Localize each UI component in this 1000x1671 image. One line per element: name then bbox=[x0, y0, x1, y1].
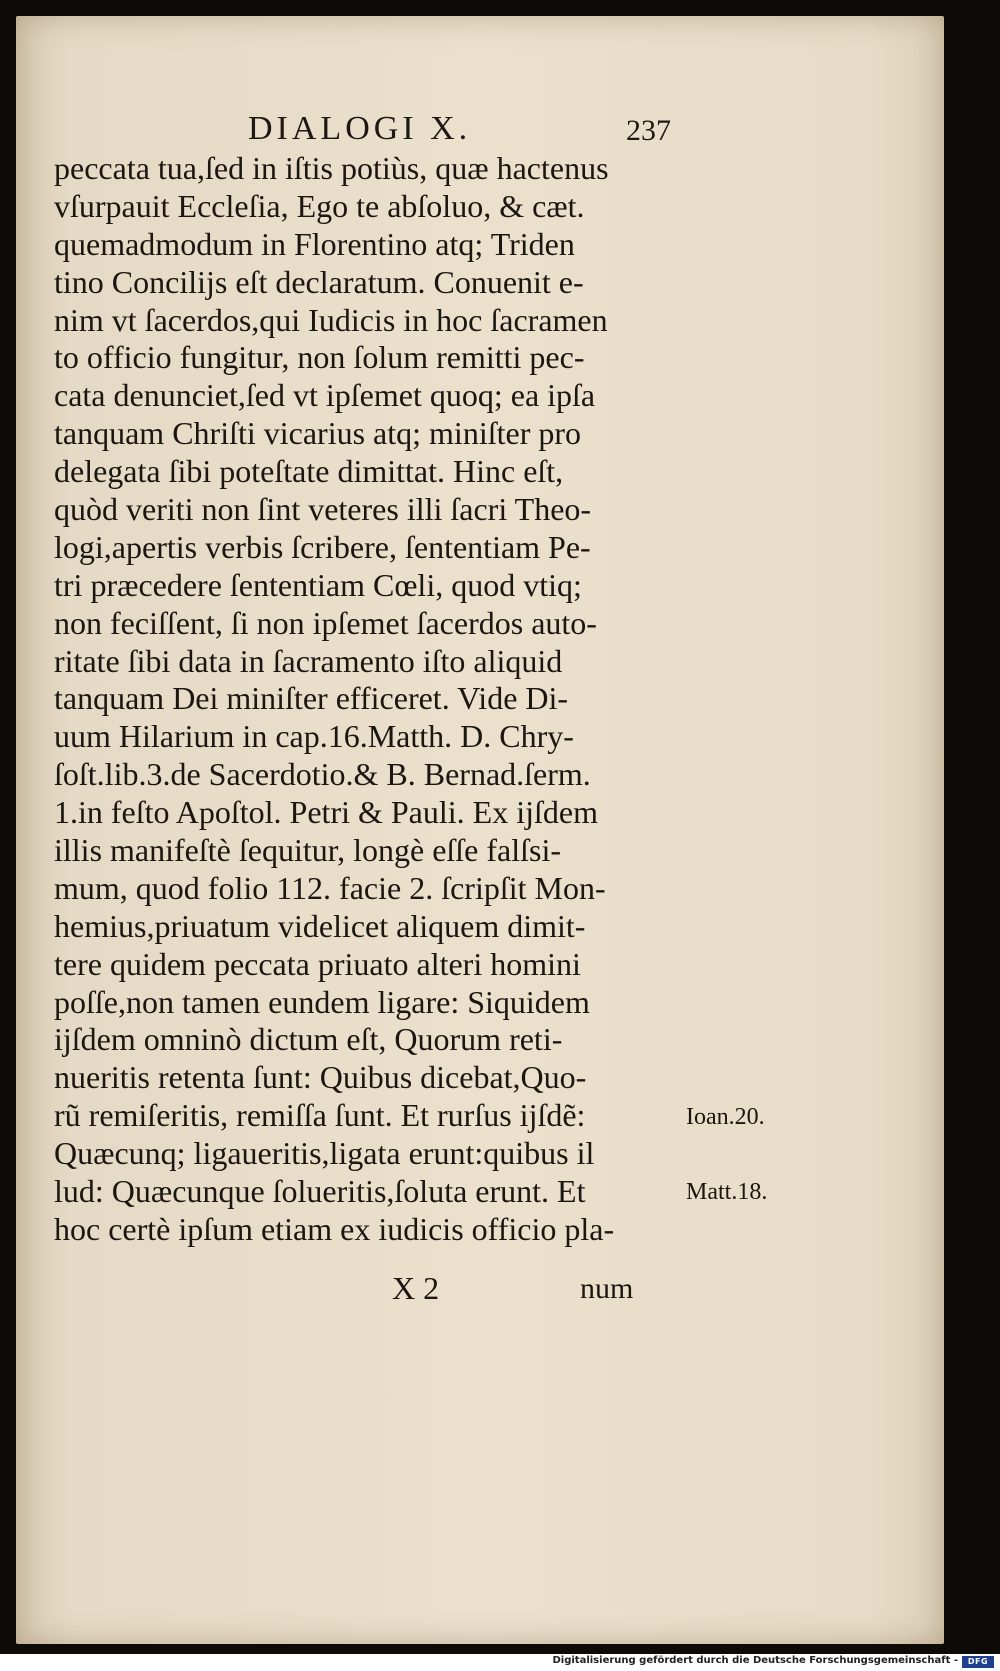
text-line: Quæcunq; ligaueritis,ligata erunt:quibus il bbox=[54, 1135, 595, 1172]
footer-bar bbox=[0, 1654, 1000, 1671]
page-content bbox=[16, 16, 944, 1644]
text-line: quemadmodum in Florentino atq; Triden bbox=[54, 225, 575, 262]
text-line: tri præcedere ſententiam Cœli, quod vtiq; bbox=[54, 566, 582, 603]
text-line: hoc certè ipſum etiam ex iudicis officio pla- bbox=[54, 1210, 615, 1247]
text-line: ſoſt.lib.3.de Sacerdotio.& B. Bernad.ſerm. bbox=[54, 756, 591, 793]
text-line: mum, quod folio 112. facie 2. ſcripſit Mon- bbox=[54, 869, 606, 906]
signature-mark: X 2 bbox=[392, 1270, 440, 1306]
text-line: lud: Quæcunque ſolueritis,ſoluta erunt. Et bbox=[54, 1173, 586, 1210]
running-head-title: DIALOGI X. bbox=[248, 110, 472, 147]
text-line: vſurpauit Eccleſia, Ego te abſoluo, & cæt. bbox=[54, 187, 585, 224]
text-line: peccata tua,ſed in iſtis potiùs, quæ hactenus bbox=[54, 150, 609, 186]
text-line: quòd veriti non ſint veteres illi ſacri Theo- bbox=[54, 491, 592, 528]
text-line: illis manifeſtè ſequitur, longè eſſe falſsi- bbox=[54, 832, 562, 869]
running-head bbox=[16, 110, 944, 154]
book-page bbox=[16, 16, 944, 1644]
text-line: hemius,priuatum videlicet aliquem dimit- bbox=[54, 907, 586, 944]
text-line: to officio fungitur, non ſolum remitti pec- bbox=[54, 339, 585, 376]
text-line: tanquam Chriſti vicarius atq; miniſter pro bbox=[54, 415, 581, 452]
text-line: delegata ſibi poteſtate dimittat. Hinc eſt, bbox=[54, 453, 564, 490]
text-line: tanquam Dei miniſter efficeret. Vide Di- bbox=[54, 680, 569, 717]
text-line: tere quidem peccata priuato alteri homini bbox=[54, 945, 581, 982]
body-text bbox=[54, 150, 674, 1249]
margin-note: Matt.18. bbox=[686, 1179, 768, 1206]
text-line: non feciſſent, ſi non ipſemet ſacerdos auto- bbox=[54, 604, 597, 641]
page-number: 237 bbox=[626, 114, 671, 147]
text-line: ritate ſibi data in ſacramento iſto aliquid bbox=[54, 642, 563, 679]
text-line: rũ remiſeritis, remiſſa ſunt. Et rurſus ijſdẽ: bbox=[54, 1097, 586, 1134]
text-line: 1.in feſto Apoſtol. Petri & Pauli. Ex ijſdem bbox=[54, 794, 598, 831]
text-line: uum Hilarium in cap.16.Matth. D. Chry- bbox=[54, 718, 574, 755]
text-line: cata denunciet,ſed vt ipſemet quoq; ea ipſa bbox=[54, 377, 596, 414]
dfg-logo: DFG bbox=[962, 1656, 994, 1668]
text-line: ijſdem omninò dictum eſt, Quorum reti- bbox=[54, 1021, 563, 1058]
text-line: nueritis retenta ſunt: Quibus dicebat,Quo- bbox=[54, 1059, 587, 1096]
text-line: poſſe,non tamen eundem ligare: Siquidem bbox=[54, 983, 590, 1020]
text-line: nim vt ſacerdos,qui Iudicis in hoc ſacramen bbox=[54, 301, 608, 338]
footer-text: Digitalisierung gefördert durch die Deutsche Forschungsgemeinschaft - bbox=[552, 1655, 958, 1666]
text-line: logi,apertis verbis ſcribere, ſententiam Pe- bbox=[54, 528, 591, 565]
margin-note: Ioan.20. bbox=[686, 1103, 765, 1130]
catchword: num bbox=[580, 1272, 634, 1305]
text-line: tino Concilijs eſt declaratum. Conuenit e- bbox=[54, 263, 584, 300]
